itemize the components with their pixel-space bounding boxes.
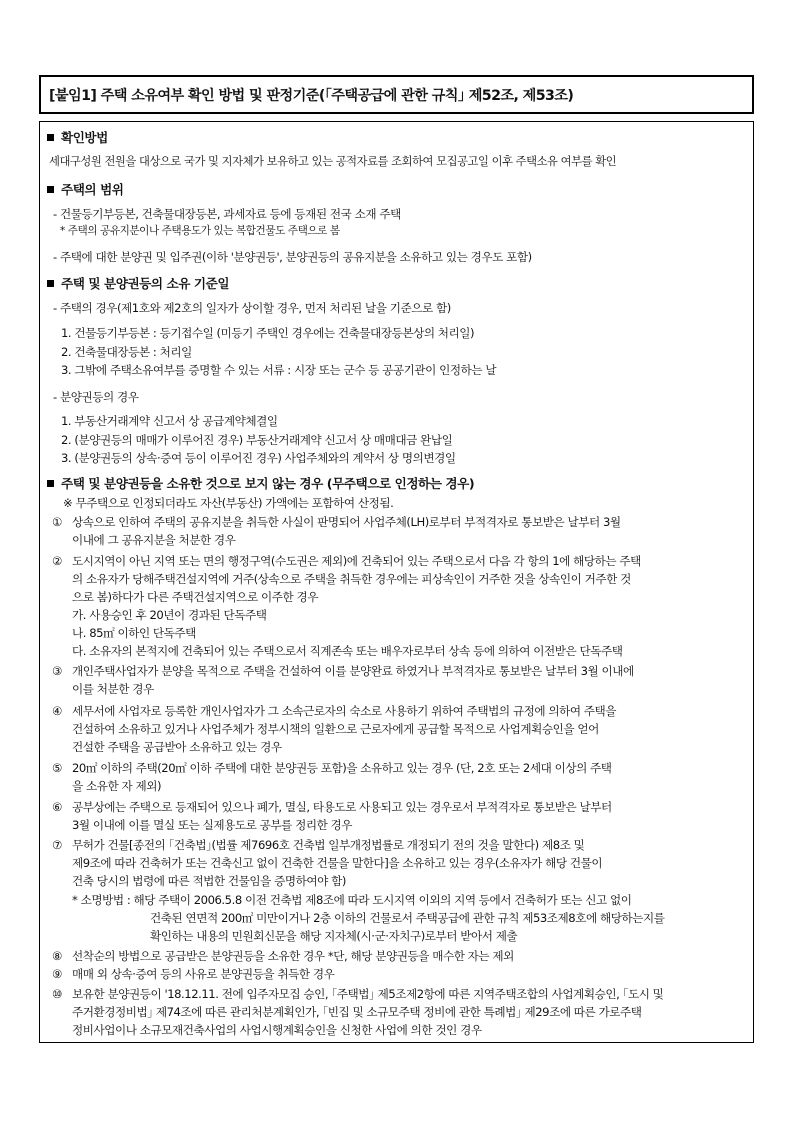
item-number: ⑦: [52, 838, 62, 852]
exempt-line: [52, 948, 514, 965]
exempt-line: 이를 처분한 경우: [72, 682, 154, 696]
heading-check-method: [47, 129, 108, 146]
exempt-line-text: 도시지역이 아닌 지역 또는 면의 행정구역(수도권은 제외)에 건축되어 있는 주택으로서 다음 각 항의 1에 해당하는 주택: [72, 554, 641, 568]
exempt-line: [52, 799, 612, 816]
exempt-line: 건축된 연면적 200㎡ 미만이거나 2층 이하의 건물로서 주택공급에 관한 규칙 제53조제8호에 해당하는지를: [150, 911, 665, 925]
exempt-line-text: 보유한 분양권등이 '18.12.11. 전에 입주자모집 승인, ｢주택법｣ 제5조제2항에 따른 지역주택조합의 사업계획승인, ｢도시 및: [72, 987, 664, 1001]
square-bullet-icon: [47, 480, 54, 487]
criteria-right-intro: - 분양권등의 경우: [53, 390, 139, 404]
exempt-line: [52, 966, 334, 983]
scope-note-1: * 주택의 공유지분이나 주택용도가 있는 복합건물도 주택으로 봄: [60, 225, 340, 237]
exempt-line: 3월 이내에 이를 멸실 또는 실제용도로 공부를 정리한 경우: [72, 818, 353, 832]
exempt-line-text: 선착순의 방법으로 공급받은 분양권등을 소유한 경우 *단, 해당 분양권등을 매수한 자는 제외: [72, 949, 514, 963]
criteria-right-item: 1. 부동산거래계약 신고서 상 공급계약체결일: [61, 414, 278, 428]
heading-text: 주택 및 분양권등을 소유한 것으로 보지 않는 경우 (무주택으로 인정하는 경우): [61, 476, 475, 491]
exempt-line-text: 세무서에 사업자로 등록한 개인사업자가 그 소속근로자의 숙소로 사용하기 위하여 주택법의 규정에 의하여 주택을: [72, 704, 617, 718]
item-number: ⑧: [52, 949, 62, 963]
exempt-line: [52, 760, 612, 777]
exempt-line: 건축 당시의 법령에 따른 적법한 건물임을 증명하여야 함): [72, 874, 346, 888]
exempt-line: [52, 553, 641, 570]
exempt-line: 다. 소유자의 본적지에 건축되어 있는 주택으로서 직계존속 또는 배우자로부터 상속 등에 의하여 이전받은 단독주택: [72, 644, 623, 658]
criteria-house-item: 3. 그밖에 주택소유여부를 증명할 수 있는 서류 : 시장 또는 군수 등 공공기관이 인정하는 날: [61, 363, 497, 377]
exempt-line: 제9조에 따라 건축허가 또는 건축신고 없이 건축한 건물을 말한다]을 소유하고 있는 경우(소유자가 해당 건물이: [72, 856, 603, 870]
heading-scope: [47, 181, 124, 198]
heading-text: 주택의 범위: [61, 182, 124, 197]
square-bullet-icon: [47, 280, 54, 287]
exempt-line: [52, 837, 584, 854]
exempt-line: 주거환경정비법｣ 제74조에 따른 관리처분계획인가, ｢빈집 및 소규모주택 정비에 관한 특례법｣ 제29조에 따른 가로주택: [72, 1005, 642, 1019]
check-method-body: 세대구성원 전원을 대상으로 국가 및 지자체가 보유하고 있는 공적자료를 조회하여 모집공고일 이후 주택소유 여부를 확인: [49, 155, 617, 168]
exempt-note: ※ 무주택으로 인정되더라도 자산(부동산) 가액에는 포함하여 산정됨.: [63, 496, 394, 510]
exempt-line: 건설하여 소유하고 있거나 사업주체가 정부시책의 일환으로 근로자에게 공급할 목적으로 사업계획승인을 얻어: [72, 722, 599, 736]
square-bullet-icon: [47, 186, 54, 193]
exempt-line: 을 소유한 자 제외): [72, 779, 162, 793]
content-box: [39, 121, 754, 1043]
exempt-line: [52, 514, 621, 531]
criteria-house-item: 1. 건물등기부등본 : 등기접수일 (미등기 주택인 경우에는 건축물대장등본상의 처리일): [61, 326, 475, 340]
heading-criteria: [47, 275, 229, 292]
exempt-line: 으로 봄)하다가 다른 주택건설지역으로 이주한 경우: [72, 590, 318, 604]
scope-item-2: - 주택에 대한 분양권 및 입주권(이하 '분양권등', 분양권등의 공유지분을 소유하고 있는 경우도 포함): [53, 250, 532, 264]
exempt-line-text: 상속으로 인하여 주택의 공유지분을 취득한 사실이 판명되어 사업주체(LH)로부터 부적격자로 통보받은 날부터 3월: [72, 515, 621, 529]
square-bullet-icon: [47, 134, 54, 141]
item-number: ①: [52, 515, 62, 529]
exempt-line-text: 무허가 건물[종전의 ｢건축법｣(법률 제7696호 건축법 일부개정법률로 개정되기 전의 것을 말한다) 제8조 및: [72, 838, 585, 852]
exempt-line: 의 소유자가 당해주택건설지역에 거주(상속으로 주택을 취득한 경우에는 피상속인이 거주한 것을 상속인이 거주한 것: [72, 572, 631, 586]
exempt-line: 확인하는 내용의 민원회신문을 해당 지자체(시·군·자치구)로부터 받아서 제출: [150, 929, 518, 943]
page-title: [붙임1] 주택 소유여부 확인 방법 및 판정기준(｢주택공급에 관한 규칙｣ 제52조, 제53조): [39, 75, 754, 114]
criteria-right-item: 3. (분양권등의 상속·증여 등이 이루어진 경우) 사업주체와의 계약서 상 명의변경일: [61, 451, 456, 465]
exempt-line: 이내에 그 공유지분을 처분한 경우: [72, 533, 236, 547]
exempt-line: [52, 663, 634, 680]
criteria-house-item: 2. 건축물대장등본 : 처리일: [61, 345, 192, 359]
heading-text: 주택 및 분양권등의 소유 기준일: [61, 276, 230, 291]
heading-exempt: [47, 475, 474, 492]
item-number: ④: [52, 704, 62, 718]
exempt-line: [52, 986, 663, 1003]
scope-item-1: - 건물등기부등본, 건축물대장등본, 과세자료 등에 등재된 전국 소재 주택: [53, 207, 401, 221]
item-number: ③: [52, 664, 62, 678]
item-number: ⑤: [52, 761, 62, 775]
exempt-line-text: 공부상에는 주택으로 등재되어 있으나 폐가, 멸실, 타용도로 사용되고 있는 경우로서 부적격자로 통보받은 날부터: [72, 800, 612, 814]
exempt-line: 건설한 주택을 공급받아 소유하고 있는 경우: [72, 740, 282, 754]
exempt-line: * 소명방법 : 해당 주택이 2006.5.8 이전 건축법 제8조에 따라 도시지역 이외의 지역 등에서 건축허가 또는 신고 없이: [72, 893, 632, 907]
exempt-line: [52, 703, 616, 720]
criteria-right-item: 2. (분양권등의 매매가 이루어진 경우) 부동산거래계약 신고서 상 매매대금 완납일: [61, 433, 453, 447]
exempt-line: 가. 사용승인 후 20년이 경과된 단독주택: [72, 608, 267, 622]
exempt-line-text: 개인주택사업자가 분양을 목적으로 주택을 건설하여 이를 분양완료 하였거나 부적격자로 통보받은 날부터 3월 이내에: [72, 664, 634, 678]
exempt-line-text: 20㎡ 이하의 주택(20㎡ 이하 주택에 대한 분양권등 포함)을 소유하고 있는 경우 (단, 2호 또는 2세대 이상의 주택: [72, 761, 612, 775]
exempt-line: 나. 85㎡ 이하인 단독주택: [72, 626, 196, 640]
item-number: ⑩: [52, 987, 62, 1001]
criteria-house-intro: - 주택의 경우(제1호와 제2호의 일자가 상이할 경우, 먼저 처리된 날을 기준으로 함): [53, 301, 451, 315]
exempt-line-text: 매매 외 상속·증여 등의 사유로 분양권등을 취득한 경우: [72, 967, 335, 981]
heading-text: 확인방법: [61, 130, 108, 145]
exempt-line: 정비사업이나 소규모재건축사업의 사업시행계획승인을 신청한 사업에 의한 것인 경우: [72, 1023, 482, 1037]
item-number: ⑥: [52, 800, 62, 814]
item-number: ②: [52, 554, 62, 568]
item-number: ⑨: [52, 967, 62, 981]
